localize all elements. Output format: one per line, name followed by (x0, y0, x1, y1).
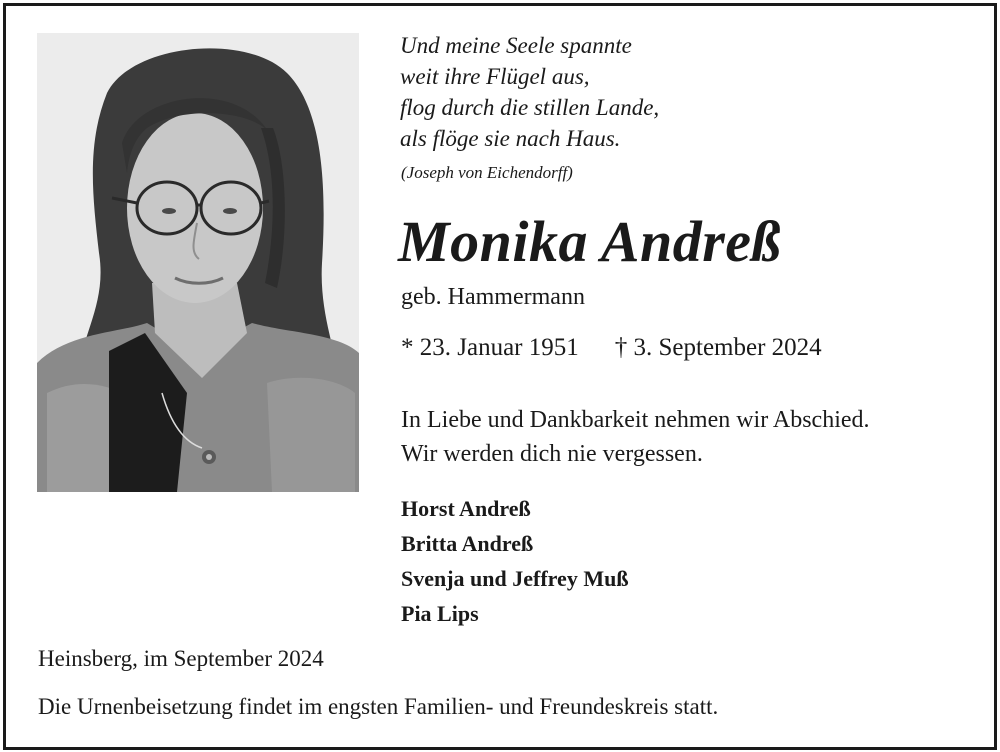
mourner-name: Svenja und Jeffrey Muß (401, 566, 629, 591)
death-date: † 3. September 2024 (614, 334, 822, 361)
farewell-line: Wir werden dich nie vergessen. (401, 441, 703, 467)
poem (400, 30, 840, 154)
farewell-line: In Liebe und Dankbarkeit nehmen wir Abschied. (401, 407, 870, 433)
poem-line: flog durch die stillen Lande, (400, 95, 660, 120)
poem-line: als flöge sie nach Haus. (400, 126, 621, 151)
deceased-name: Monika Andreß (398, 209, 782, 274)
place-date: Heinsberg, im September 2024 (38, 646, 324, 671)
poem-author: (Joseph von Eichendorff) (401, 163, 573, 182)
mourner-name: Britta Andreß (401, 531, 534, 556)
poem-line: weit ihre Flügel aus, (400, 64, 590, 89)
farewell-message (401, 403, 870, 471)
portrait-photo (37, 33, 359, 492)
maiden-name: geb. Hammermann (401, 284, 585, 310)
birth-date: * 23. Januar 1951 (401, 334, 579, 361)
life-dates (401, 334, 822, 362)
poem-line: Und meine Seele spannte (400, 33, 632, 58)
mourners-list (401, 491, 629, 631)
mourner-name: Pia Lips (401, 601, 479, 626)
burial-notice: Die Urnenbeisetzung findet im engsten Familien- und Freundeskreis statt. (38, 694, 719, 719)
mourner-name: Horst Andreß (401, 496, 531, 521)
